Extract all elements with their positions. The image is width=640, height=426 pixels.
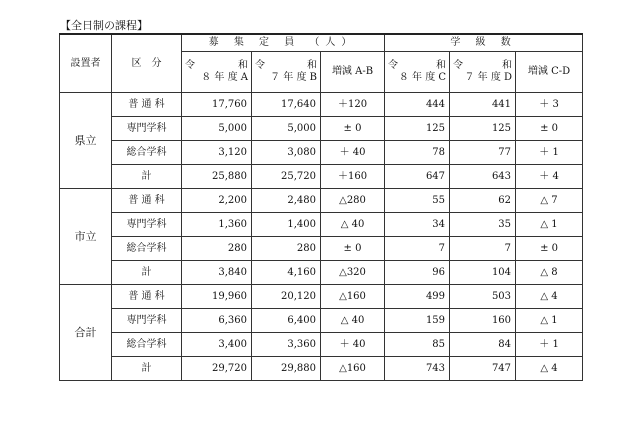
cell-capacity-b: 3,080	[252, 141, 321, 165]
cell-capacity-a: 3,840	[182, 261, 252, 285]
cell-capacity-diff: ± 0	[321, 117, 385, 141]
row-label: 普 通 科	[112, 93, 182, 117]
cell-classes-diff: △ 4	[516, 285, 583, 309]
cell-classes-c: 499	[385, 285, 450, 309]
cell-capacity-a: 29,720	[182, 357, 252, 381]
cell-capacity-diff: ＋ 40	[321, 141, 385, 165]
cell-capacity-a: 5,000	[182, 117, 252, 141]
row-label: 専門学科	[112, 117, 182, 141]
cell-classes-c: 85	[385, 333, 450, 357]
cell-capacity-a: 6,360	[182, 309, 252, 333]
row-label-total: 計	[112, 357, 182, 381]
cell-classes-diff: ± 0	[516, 117, 583, 141]
cell-classes-diff: △ 4	[516, 357, 583, 381]
cell-capacity-b: 20,120	[252, 285, 321, 309]
group-name: 合計	[60, 285, 112, 381]
cell-classes-d: 77	[450, 141, 516, 165]
cell-classes-diff: △ 7	[516, 189, 583, 213]
cell-capacity-b: 1,400	[252, 213, 321, 237]
header-division: 区 分	[112, 34, 182, 93]
cell-classes-c: 647	[385, 165, 450, 189]
cell-capacity-a: 3,400	[182, 333, 252, 357]
group-name: 市立	[60, 189, 112, 285]
cell-classes-c: 7	[385, 237, 450, 261]
cell-classes-c: 125	[385, 117, 450, 141]
enrollment-capacity-table	[59, 33, 583, 381]
table-caption: 【全日制の課程】	[60, 19, 148, 32]
cell-capacity-diff: △280	[321, 189, 385, 213]
row-label-total: 計	[112, 165, 182, 189]
header-capacity-group: 募 集 定 員 （人）	[182, 34, 385, 52]
row-label: 総合学科	[112, 141, 182, 165]
cell-capacity-b: 3,360	[252, 333, 321, 357]
row-label: 総合学科	[112, 333, 182, 357]
cell-capacity-diff: ＋ 40	[321, 333, 385, 357]
cell-classes-d: 643	[450, 165, 516, 189]
cell-classes-diff: ＋ 4	[516, 165, 583, 189]
cell-classes-diff: △ 1	[516, 309, 583, 333]
cell-classes-diff: ＋ 1	[516, 141, 583, 165]
row-label: 総合学科	[112, 237, 182, 261]
cell-capacity-diff: △ 40	[321, 309, 385, 333]
header-classes-r8: 令 和 ８ 年 度 C	[385, 52, 450, 93]
header-capacity-r7: 令 和 ７ 年 度 B	[252, 52, 321, 93]
header-classes-group: 学 級 数	[385, 34, 583, 52]
row-label: 普 通 科	[112, 285, 182, 309]
cell-classes-diff: △ 1	[516, 213, 583, 237]
cell-classes-d: 441	[450, 93, 516, 117]
cell-capacity-b: 280	[252, 237, 321, 261]
cell-capacity-b: 6,400	[252, 309, 321, 333]
header-capacity-diff: 増減 A-B	[321, 52, 385, 93]
cell-capacity-b: 2,480	[252, 189, 321, 213]
cell-capacity-b: 5,000	[252, 117, 321, 141]
header-setter: 設置者	[60, 34, 112, 93]
cell-classes-d: 7	[450, 237, 516, 261]
cell-capacity-diff: ＋160	[321, 165, 385, 189]
cell-capacity-b: 4,160	[252, 261, 321, 285]
cell-capacity-diff: △160	[321, 285, 385, 309]
cell-capacity-diff: △ 40	[321, 213, 385, 237]
header-classes-diff: 増減 C-D	[516, 52, 583, 93]
row-label: 普 通 科	[112, 189, 182, 213]
cell-capacity-diff: ± 0	[321, 237, 385, 261]
cell-capacity-b: 25,720	[252, 165, 321, 189]
cell-classes-diff: ＋ 3	[516, 93, 583, 117]
cell-classes-d: 62	[450, 189, 516, 213]
cell-classes-d: 35	[450, 213, 516, 237]
cell-capacity-diff: △160	[321, 357, 385, 381]
header-capacity-r8: 令 和 ８ 年 度 A	[182, 52, 252, 93]
cell-capacity-a: 280	[182, 237, 252, 261]
cell-capacity-a: 2,200	[182, 189, 252, 213]
cell-capacity-a: 3,120	[182, 141, 252, 165]
row-label: 専門学科	[112, 213, 182, 237]
cell-classes-diff: ＋ 1	[516, 333, 583, 357]
cell-capacity-b: 29,880	[252, 357, 321, 381]
cell-classes-c: 78	[385, 141, 450, 165]
group-name: 県立	[60, 93, 112, 189]
cell-classes-d: 747	[450, 357, 516, 381]
cell-classes-c: 743	[385, 357, 450, 381]
row-label-total: 計	[112, 261, 182, 285]
cell-capacity-b: 17,640	[252, 93, 321, 117]
cell-capacity-a: 1,360	[182, 213, 252, 237]
row-label: 専門学科	[112, 309, 182, 333]
cell-classes-c: 34	[385, 213, 450, 237]
cell-capacity-diff: ＋120	[321, 93, 385, 117]
cell-classes-d: 84	[450, 333, 516, 357]
cell-classes-d: 503	[450, 285, 516, 309]
cell-classes-c: 159	[385, 309, 450, 333]
cell-classes-c: 55	[385, 189, 450, 213]
cell-capacity-a: 25,880	[182, 165, 252, 189]
cell-classes-d: 104	[450, 261, 516, 285]
cell-capacity-a: 19,960	[182, 285, 252, 309]
cell-classes-c: 96	[385, 261, 450, 285]
cell-classes-d: 160	[450, 309, 516, 333]
cell-classes-c: 444	[385, 93, 450, 117]
cell-classes-diff: ± 0	[516, 237, 583, 261]
cell-classes-diff: △ 8	[516, 261, 583, 285]
cell-capacity-diff: △320	[321, 261, 385, 285]
cell-capacity-a: 17,760	[182, 93, 252, 117]
cell-classes-d: 125	[450, 117, 516, 141]
header-classes-r7: 令 和 ７ 年 度 D	[450, 52, 516, 93]
